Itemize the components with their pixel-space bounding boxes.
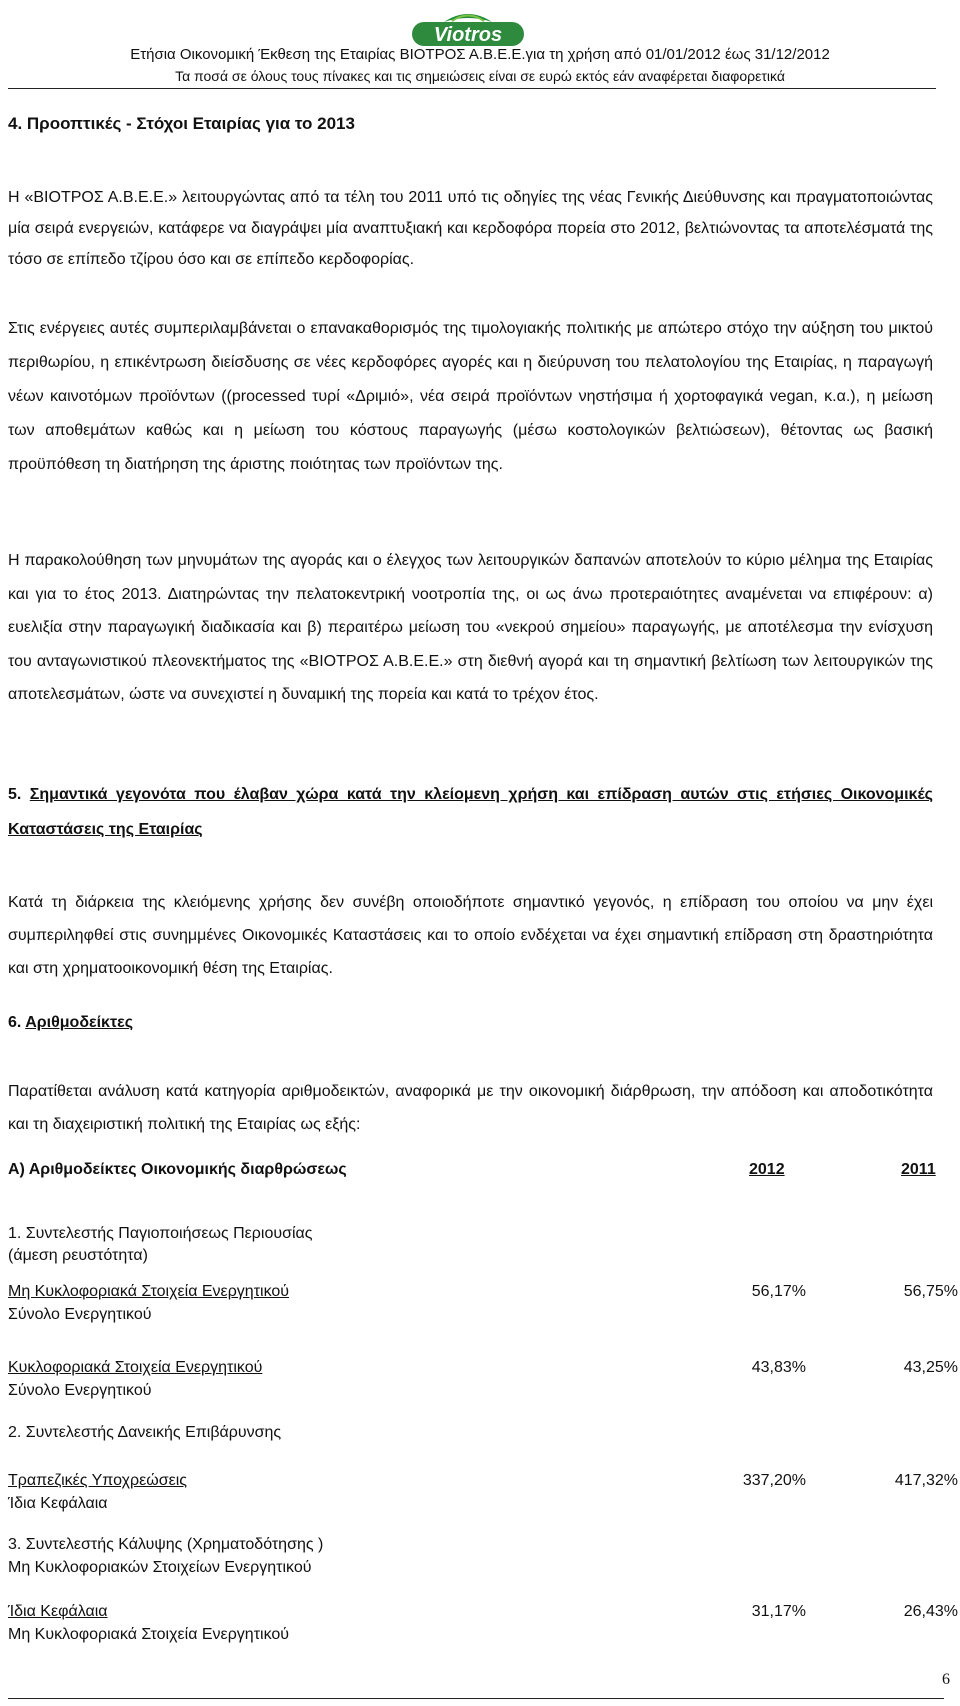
year-2011-header: 2011 — [901, 1161, 936, 1178]
svg-text:Viotros: Viotros — [433, 24, 503, 46]
section-4-paragraph-2: Στις ενέργειες αυτές συμπεριλαμβάνεται ο επανακαθορισμός της τιμολογιακής πολιτικής με απώτερο στόχο την αύξηση του μικτού περιθωρίου, η επικέντρωση διείσδυσης σε νέες κερδοφόρες αγορές και η διεύρυνση του πελατολογίου της Εταιρίας, η παραγωγή νέων καινοτόμων προϊόντων ((processed τυρί «Δριμιό», νέα σειρά προϊόντων νηστήσιμα ή χορτοφαγικά vegan, κ.α.), η μείωση των αποθεμάτων καθώς και η μείωση του κόστους παραγωγής (μέσω κοστολογικών βελτιώσεων), θέτοντας ως βασική προϋπόθεση τη διατήρηση της άριστης ποιότητας των προϊόντων της. — [8, 320, 933, 473]
ratio-2-2012: 337,20% — [742, 1472, 806, 1489]
page-number: 6 — [942, 1671, 950, 1688]
section-5-paragraph: Κατά τη διάρκεια της κλειόμενης χρήσης δεν συνέβη οποιοδήποτε σημαντικό γεγονός, η επίδραση του οποίου να μην έχει συμπεριληφθεί στις συνημμένες Οικονομικές Καταστάσεις και το οποίο ενδέχεται να έχει σημαντική επίδραση στη δραστηριότητα και στη χρηματοοικονομική θέση της Εταιρίας. — [8, 894, 933, 977]
ratio-1a-numerator: Μη Κυκλοφοριακά Στοιχεία Ενεργητικού — [8, 1283, 290, 1300]
section-5-number: 5. — [8, 786, 22, 803]
ratio-1-subtitle: (άμεση ρευστότητα) — [8, 1247, 148, 1264]
section-5-heading — [8, 777, 933, 847]
ratio-3-2012: 31,17% — [751, 1603, 806, 1620]
ratio-1-title: 1. Συντελεστής Παγιοποιήσεως Περιουσίας — [8, 1225, 313, 1242]
currency-note: Τα ποσά σε όλους τους πίνακες και τις σημειώσεις είναι σε ευρώ εκτός εάν αναφέρεται διαφορετικά — [175, 68, 785, 84]
report-title-line: Ετήσια Οικονομική Έκθεση της Εταιρίας ΒΙΟΤΡΟΣ Α.Β.Ε.Ε.για τη χρήση από 01/01/2012 έως 31/12/2012 — [130, 46, 830, 63]
ratio-3-2011: 26,43% — [903, 1603, 958, 1620]
ratio-3-denominator: Μη Κυκλοφοριακά Στοιχεία Ενεργητικού — [8, 1626, 290, 1643]
section-6-number: 6. — [8, 1014, 22, 1031]
ratio-1a-2012: 56,17% — [751, 1283, 806, 1300]
ratio-2-numerator: Τραπεζικές Υποχρεώσεις — [8, 1472, 187, 1489]
ratio-1b-2012: 43,83% — [751, 1359, 806, 1376]
footer-divider — [8, 1698, 944, 1699]
year-2012-header: 2012 — [749, 1161, 785, 1178]
section-6-paragraph: Παρατίθεται ανάλυση κατά κατηγορία αριθμοδεικτών, αναφορικά με την οικονομική διάρθρωση, την απόδοση και αποδοτικότητα και τη διαχειριστική πολιτική της Εταιρίας ως εξής: — [8, 1083, 933, 1133]
ratio-2-title: 2. Συντελεστής Δανεικής Επιβάρυνσης — [8, 1424, 282, 1441]
viotros-logo — [392, 8, 544, 48]
ratio-2-denominator: Ίδια Κεφάλαια — [8, 1495, 108, 1512]
ratio-1b-denominator: Σύνολο Ενεργητικού — [8, 1382, 152, 1399]
ratio-3-title: 3. Συντελεστής Κάλυψης (Χρηματοδότησης ) — [8, 1536, 324, 1553]
ratio-1b-numerator: Κυκλοφοριακά Στοιχεία Ενεργητικού — [8, 1359, 263, 1376]
section-6-title: Αριθμοδείκτες — [25, 1014, 134, 1031]
section-5-title: Σημαντικά γεγονότα που έλαβαν χώρα κατά την κλείομενη χρήση και επίδραση αυτών στις ετήσιες Οικονομικές Καταστάσεις της Εταιρίας — [8, 786, 933, 838]
ratio-3-numerator: Ίδια Κεφάλαια — [8, 1603, 108, 1620]
ratio-1a-denominator: Σύνολο Ενεργητικού — [8, 1306, 152, 1323]
ratio-1a-2011: 56,75% — [903, 1283, 958, 1300]
ratio-1b-2011: 43,25% — [903, 1359, 958, 1376]
section-4-heading: 4. Προοπτικές - Στόχοι Εταιρίας για το 2013 — [8, 114, 355, 133]
header-divider — [8, 88, 936, 89]
section-4-paragraph-1: Η «ΒΙΟΤΡΟΣ Α.Β.Ε.Ε.» λειτουργώντας από τα τέλη του 2011 υπό τις οδηγίες της νέας Γενικής Διεύθυνσης και πραγματοποιώντας μία σειρά ενεργειών, κατάφερε να διαγράψει μία αναπτυξιακή και κερδοφόρα πορεία στο 2012, βελτιώνοντας τα αποτελέσματά της τόσο σε επίπεδο τζίρου όσο και σε επίπεδο κερδοφορίας. — [8, 189, 933, 268]
ratio-2-2011: 417,32% — [894, 1472, 958, 1489]
ratios-heading: Α) Αριθμοδείκτες Οικονομικής διαρθρώσεως — [8, 1161, 347, 1178]
section-6-heading — [8, 1014, 133, 1032]
section-4-paragraph-3: Η παρακολούθηση των μηνυμάτων της αγοράς και ο έλεγχος των λειτουργικών δαπανών αποτελούν το κύριο μέλημα της Εταιρίας και για το έτος 2013. Διατηρώντας την πελατοκεντρική νοοτροπία της, οι ως άνω προτεραιότητες αναμένεται να επιφέρουν: α) ευελιξία στην παραγωγική διαδικασία και β) περαιτέρω μείωση του «νεκρού σημείου» παραγωγής, με αποτέλεσμα την ενίσχυση του ανταγωνιστικού πλεονεκτήματος της «ΒΙΟΤΡΟΣ Α.Β.Ε.Ε.» στη διεθνή αγορά και τη σημαντική βελτίωση των λειτουργικών της αποτελεσμάτων, ώστε να συνεχιστεί η δυναμική της πορεία και κατά το τρέχον έτος. — [8, 552, 933, 703]
ratio-3-subtitle: Μη Κυκλοφοριακών Στοιχείων Ενεργητικού — [8, 1559, 312, 1576]
